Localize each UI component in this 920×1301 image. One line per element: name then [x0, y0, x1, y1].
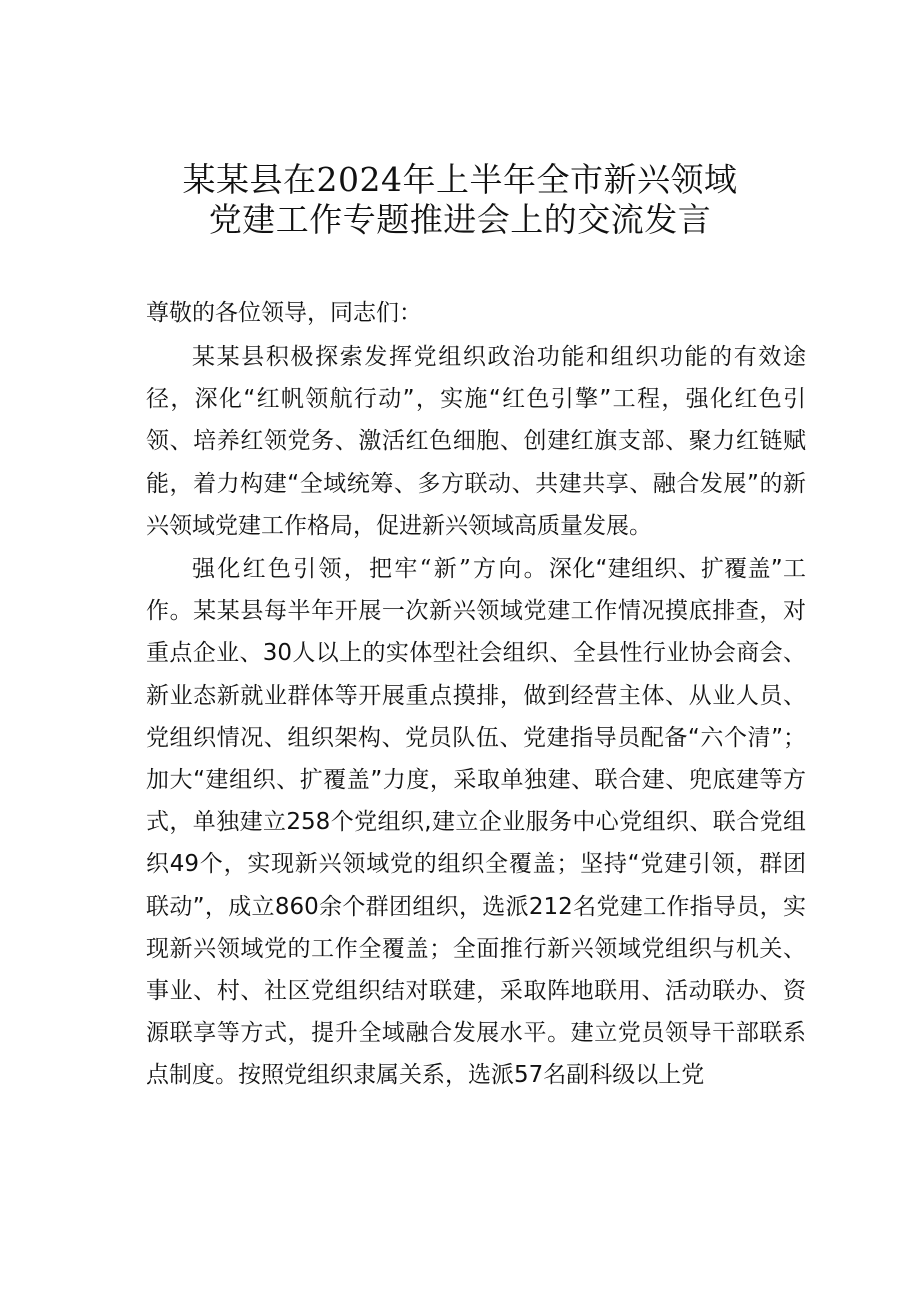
- paragraph-section-1: [146, 548, 806, 1097]
- section-heading: 强化红色引领，把牢“新”方向。: [192, 556, 549, 582]
- salutation: 尊敬的各位领导，同志们：: [146, 300, 422, 326]
- section-body: 深化“建组织、扩覆盖”工作。某某县每半年开展一次新兴领域党建工作情况摸底排查，对重点企业、30人以上的实体型社会组织、全县性行业协会商会、新业态新就业群体等开展重点摸排，做到经营主体、从业人员、党组织情况、组织架构、党员队伍、党建指导员配备“六个清”；加大“建组织、扩覆盖”力度，采取单独建、联合建、兜底建等方式，单独建立258个党组织,建立企业服务中心党组织、联合党组织49个，实现新兴领域党的组织全覆盖；坚持“党建引领，群团联动”，成立860余个群团组织，选派212名党建工作指导员，实现新兴领域党的工作全覆盖；全面推行新兴领域党组织与机关、事业、村、社区党组织结对联建，采取阵地联用、活动联办、资源联享等方式，提升全域融合发展水平。建立党员领导干部联系点制度。按照党组织隶属关系，选派57名副科级以上党: [146, 556, 806, 1089]
- document-title-line-1: 某某县在2024年上半年全市新兴领域: [182, 160, 738, 199]
- paragraph-intro: 某某县积极探索发挥党组织政治功能和组织功能的有效途径，深化“红帆领航行动”，实施“红色引擎”工程，强化红色引领、培养红领党务、激活红色细胞、创建红旗支部、聚力红链赋能，着力构建“全域统筹、多方联动、共建共享、融合发展”的新兴领域党建工作格局，促进新兴领域高质量发展。: [146, 344, 806, 539]
- document-title-line-2: 党建工作专题推进会上的交流发言: [208, 200, 712, 239]
